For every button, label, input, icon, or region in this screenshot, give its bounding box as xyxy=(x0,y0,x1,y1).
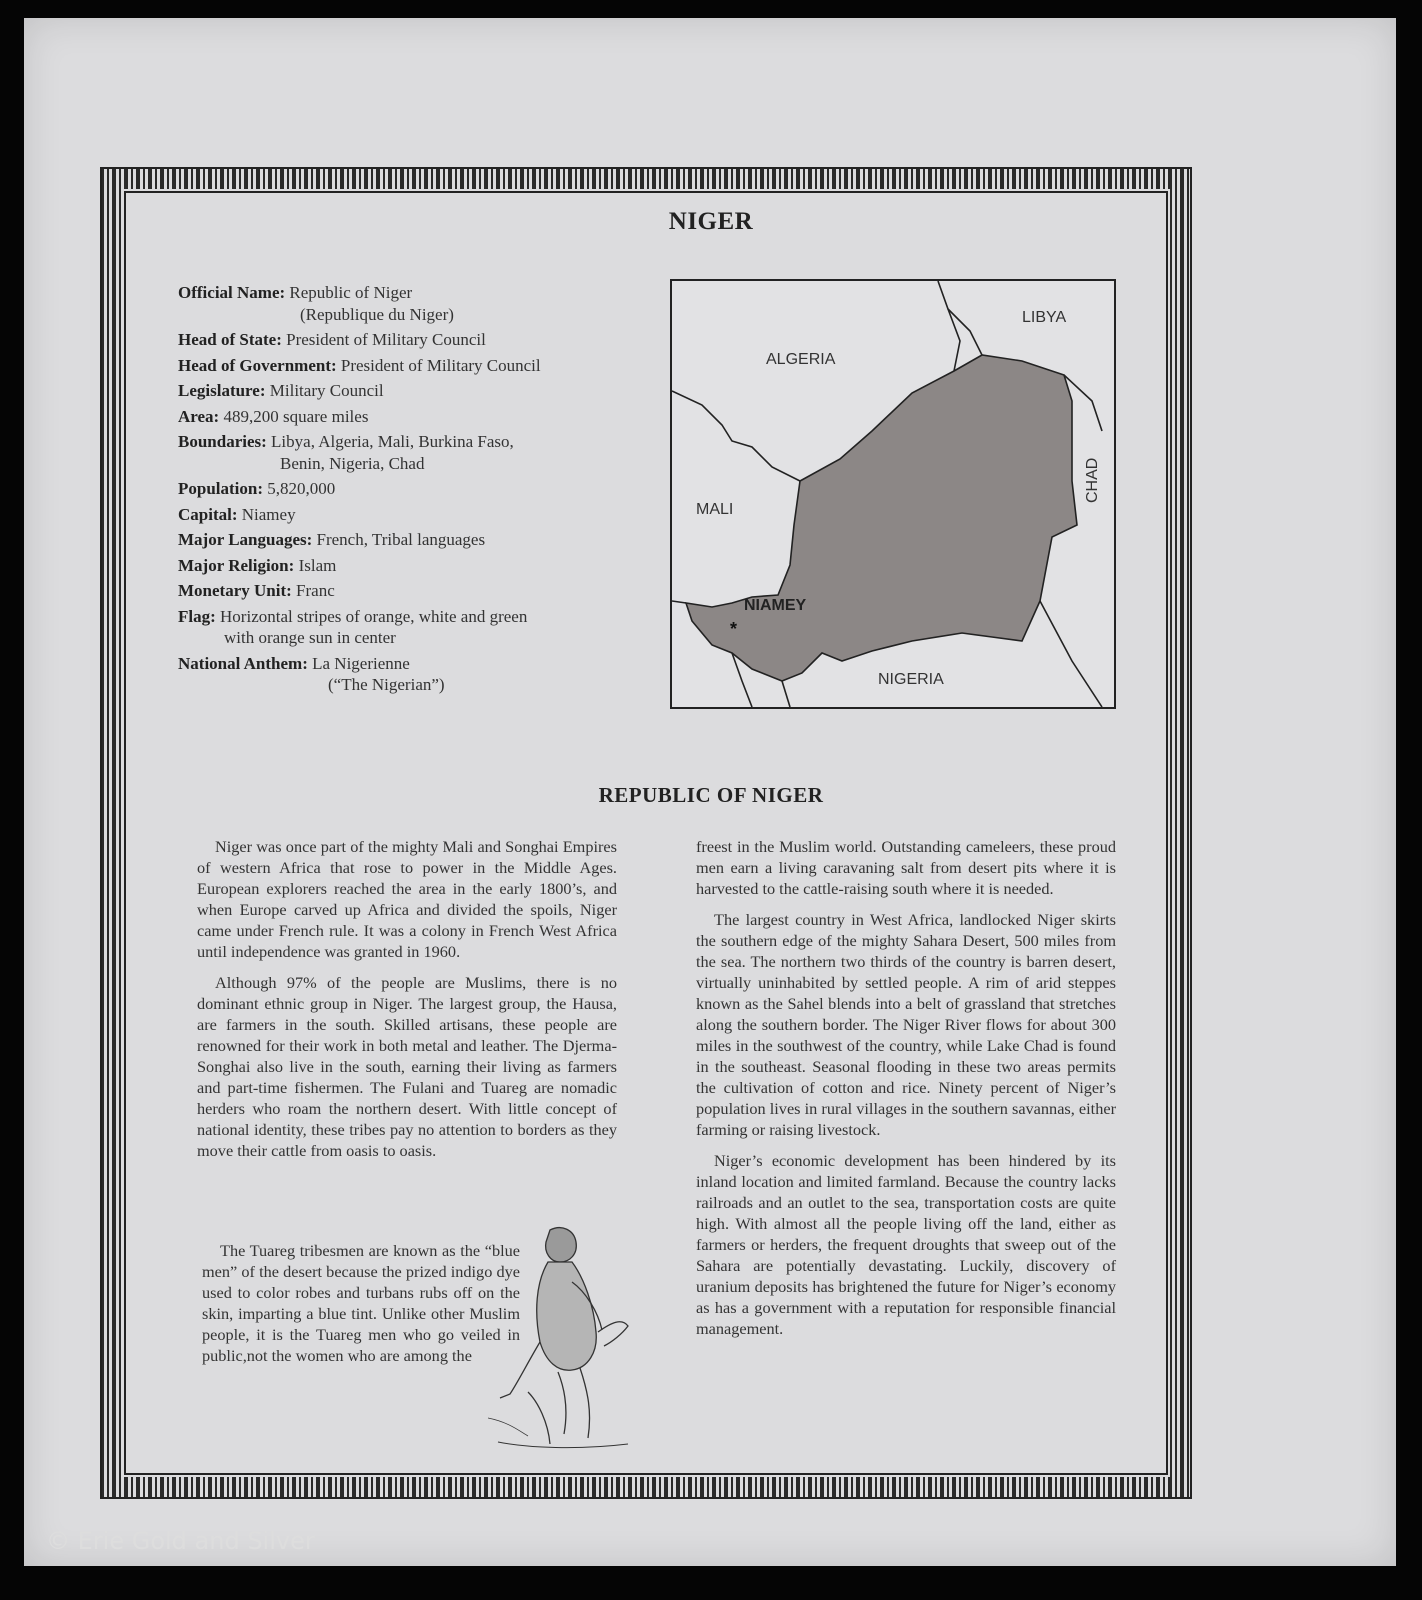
nigeria-border xyxy=(782,681,790,707)
paragraph: Although 97% of the people are Muslims, there is no dominant ethnic group in Niger. The largest group, the Hausa, are farmers in the south. Skilled artisans, these people are renowned for their work in both metal and leather. The Djerma-Songhai also live in the south, earning their living as farmers and part-time fishermen. The Fulani and Tuareg are nomadic herders who roam the northern desert. With little concept of national identity, these tribes pay no attention to borders as they move their cattle from oasis to oasis. xyxy=(197,973,617,1160)
paragraph: Niger’s economic development has been hindered by its inland location and limited farmland. Because the country lacks railroads and an outlet to the sea, transportation costs are quite high. With almost all the people living off the land, either as farmers or herders, the frequent droughts that sweep out of the Sahara are potentially devastating. Luckily, discovery of uranium deposits has brightened the future for Niger’s economy as has a government with a reputation for responsible financial management. xyxy=(696,1151,1116,1338)
label-chad: CHAD xyxy=(1084,457,1101,503)
fact-area: Area: 489,200 square miles xyxy=(178,406,369,426)
label-algeria: ALGERIA xyxy=(766,351,836,368)
fact-official-name: Official Name: Republic of Niger (Republique du Niger) xyxy=(178,283,454,324)
page-title: NIGER xyxy=(668,208,754,235)
fact-population: Population: 5,820,000 xyxy=(178,479,336,498)
fact-list xyxy=(178,282,638,700)
fact-major-religion: Major Religion: Islam xyxy=(178,555,337,575)
right-column xyxy=(696,836,1116,1349)
fact-head-of-government: Head of Government: President of Military Council xyxy=(178,355,541,375)
paragraph: Niger was once part of the mighty Mali and Songhai Empires of western Africa that rose to power in the Middle Ages. European explorers reached the area in the early 1800’s, and when Europe carved up Africa and divided the spoils, Niger came under French rule. It was a colony in French West Africa until independence was granted in 1960. xyxy=(197,837,617,961)
niger-territory xyxy=(686,355,1077,681)
fact-national-anthem: National Anthem: La Nigerienne (“The Nigerian”) xyxy=(178,653,445,694)
fact-legislature: Legislature: Military Council xyxy=(178,381,384,400)
fact-monetary-unit: Monetary Unit: Franc xyxy=(178,581,335,600)
capital-star-icon: * xyxy=(730,619,738,639)
label-nigeria: NIGERIA xyxy=(878,671,944,688)
watermark: © Erie Gold and Silver xyxy=(46,1527,315,1555)
fact-major-languages: Major Languages: French, Tribal languages xyxy=(178,530,486,549)
tuareg-rider-illustration xyxy=(488,1222,634,1454)
left-column xyxy=(197,836,617,1171)
label-mali: MALI xyxy=(696,501,734,518)
fact-capital: Capital: Niamey xyxy=(178,504,296,524)
tuareg-paragraph: The Tuareg tribesmen are known as the “blue men” of the desert because the prized indigo dye used to color robes and turbans rubs off on the skin, imparting a blue tint. Unlike other Muslim people, it is the Tuareg men who go veiled in public,not the women who are among the xyxy=(202,1241,520,1365)
chad-nigeria-border xyxy=(1040,601,1102,707)
label-niamey: NIAMEY xyxy=(744,597,807,614)
paragraph: freest in the Muslim world. Outstanding cameleers, these proud men earn a living caravaning salt from desert pits where it is harvested to the cattle-raising south where it is needed. xyxy=(696,837,1116,898)
label-libya: LIBYA xyxy=(1022,309,1067,326)
mali-border xyxy=(672,601,686,603)
fact-flag: Flag: Horizontal stripes of orange, white and green with orange sun in center xyxy=(178,606,528,647)
fact-head-of-state: Head of State: President of Military Council xyxy=(178,330,486,349)
section-title: REPUBLIC OF NIGER xyxy=(598,783,824,807)
paragraph: The largest country in West Africa, landlocked Niger skirts the southern edge of the mighty Sahara Desert, 500 miles from the sea. The northern two thirds of the country is barren desert, virtually uninhabited by settled people. A rim of arid steppes known as the Sahel blends into a belt of grassland that stretches along the southern border. The Niger River flows for about 300 miles in the southwest of the country, while Lake Chad is found in the southeast. Seasonal flooding in these two areas permits the cultivation of cotton and rice. Ninety percent of Niger’s population lives in rural villages in the southern savannas, either farming or raising livestock. xyxy=(696,910,1116,1139)
fact-boundaries: Boundaries: Libya, Algeria, Mali, Burkina Faso, Benin, Nigeria, Chad xyxy=(178,432,514,473)
map-drawing xyxy=(672,281,1114,707)
niger-map xyxy=(670,279,1116,709)
algeria-border xyxy=(672,391,800,481)
